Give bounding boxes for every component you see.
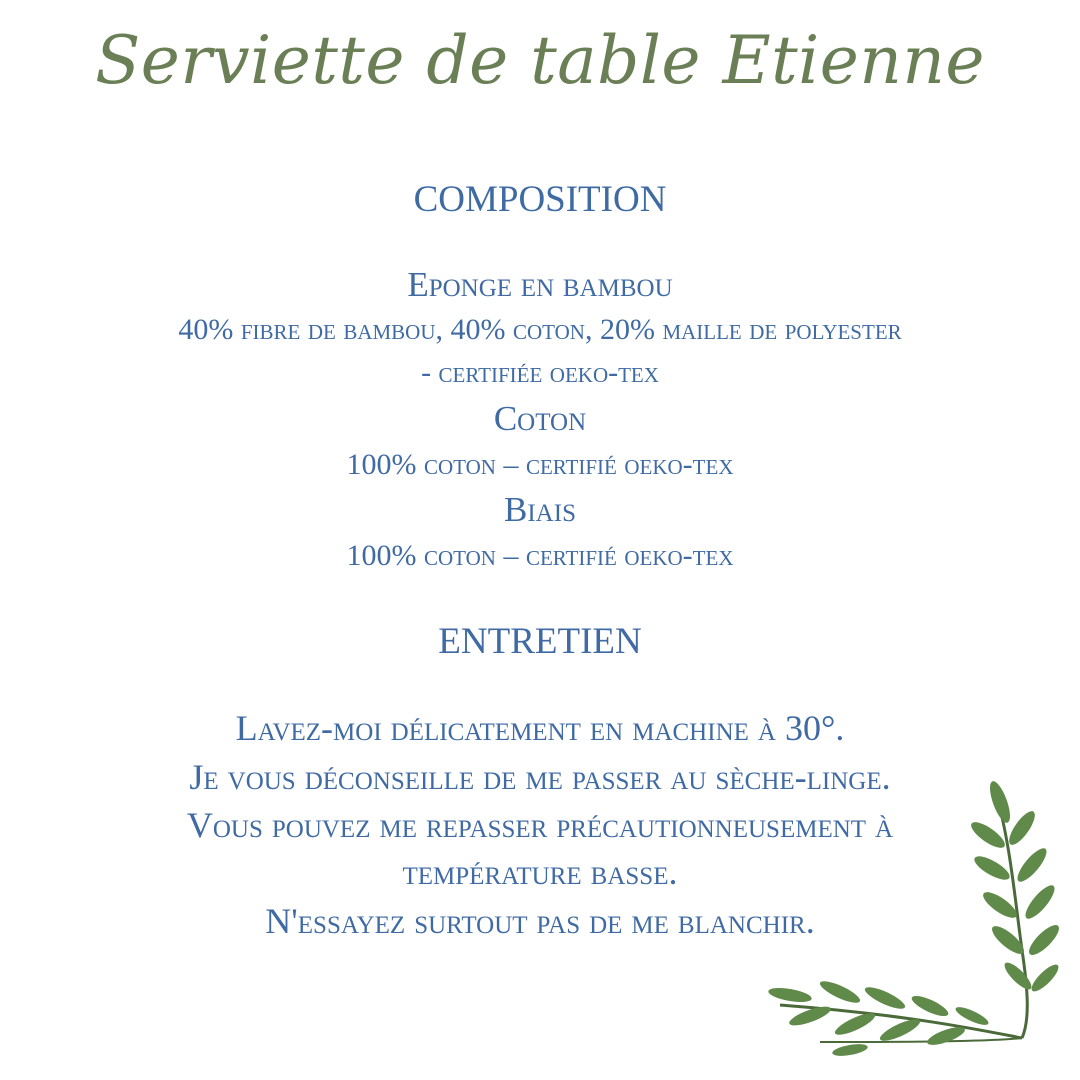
material-detail: 100% coton – certifié oeko-tex bbox=[346, 539, 734, 572]
material-detail: 40% fibre de bambou, 40% coton, 20% maille de polyester bbox=[178, 313, 902, 346]
material-detail: - certifiée oeko-tex bbox=[421, 356, 659, 389]
composition-heading: COMPOSITION bbox=[413, 179, 667, 220]
material-name: Coton bbox=[493, 399, 587, 438]
olive-branch-icon bbox=[760, 780, 1080, 1080]
care-instruction: température basse. bbox=[402, 852, 678, 892]
care-instruction: N'essayez surtout pas de me blanchir. bbox=[265, 901, 815, 941]
entretien-heading: ENTRETIEN bbox=[438, 621, 642, 662]
material-detail: 100% coton – certifié oeko-tex bbox=[346, 448, 734, 481]
care-instruction: Vous pouvez me repasser précautionneusement à bbox=[186, 805, 894, 845]
care-instruction: Lavez-moi délicatement en machine à 30°. bbox=[235, 708, 845, 748]
material-name: Eponge en bambou bbox=[407, 265, 673, 304]
care-instruction: Je vous déconseille de me passer au sèche-linge. bbox=[189, 757, 891, 797]
page-title: Serviette de table Etienne bbox=[95, 22, 985, 99]
material-name: Biais bbox=[504, 490, 576, 529]
